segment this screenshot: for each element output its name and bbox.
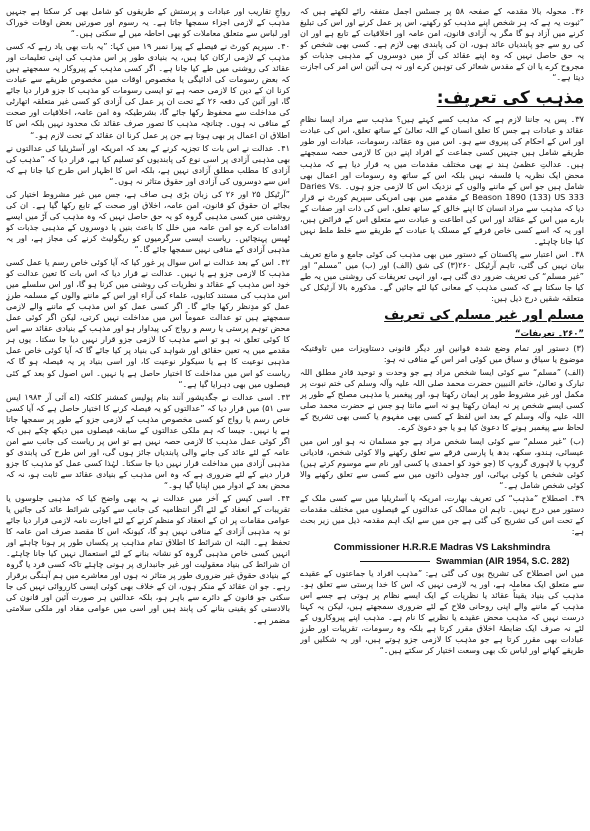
paragraph-43: ۴۳۔ اسی عدالت نے جگدیشور آنند بنام پولیس کمشنر کلکتہ (اے آئی آر ۱۹۸۴ ایس سی ۵۱) میں قرار دیا کہ ”عدالتوں کو یہ فیصلہ کرنے کا اختیار حاصل ہے کہ آیا کسی خاص رسم یا رواج کو کسی مخصوص مذہب کے لازمی جزو کے طور پر سمجھا جاتا ہے یا نہیں۔ جیسا کہ ہم ملکی عدالتوں کے سابقہ فیصلوں میں دیکھ چکے ہیں کہ اگر کوئی عمل مذہب کا لازمی حصہ نہیں ہے تو اس پر ریاست کی جانب سے امن عامہ کے لئے عائد کی جانے والی پابندیاں جائز ہوں گی، اور اس طرح کی پابندی کو مذہبی آزادی میں مداخلت قرار نہیں دیا جا سکتا۔ لہٰذا کسی عمل کو مذہب کا جزو قرار دینے کے لئے ضروری ہے کہ وہ اس مذہب کے بنیادی عقائد سے ثابت ہو، نہ کہ محض بعد کے ادوار میں اپنایا گیا ہو۔“ (6, 391, 290, 490)
case-citation-title: Commissioner H.R.R.E Madras VS Lakshmindra (333, 541, 551, 553)
paragraph-37: ۳۷۔ پس یہ جاننا لازم ہے کہ مذہب کسے کہتے ہیں؟ مذہب سے مراد ایسا نظامِ عقائد و عبادات ہے جس کا تعلق انسان کے اللہ تعالیٰ کے ساتھ تعلق، اس کی عبادت اور اس کے احکام کی پیروی سے ہو۔ اس میں وہ عقائد، رسومات، عبادات اور طور طریقے شامل ہیں جنہیں کسی جماعت کے افراد اپنے دین کا لازمی حصہ سمجھتے ہیں۔ عدالتِ عظمیٰ ہند نے بھی مختلف مقدمات میں یہ قرار دیا ہے کہ مذہب محض ایک نظریہ یا فلسفہ نہیں بلکہ اس کے ساتھ وہ رسومات اور اعمال بھی شامل ہیں جو اس کے ماننے والوں کے نزدیک اس کا لازمی جزو ہوں۔ Daries Vs. Beason 1890 (133) US 333 کے مقدمے میں بھی امریکی سپریم کورٹ نے قرار دیا کہ مذہب سے مراد انسان کا اپنے خالق کے ساتھ تعلق، اس کی ذات اور صفات کے بارے میں اس کے عقائد اور اس کی اطاعت و عبادت سے متعلق اس کے فرائض ہیں، اور یہ کہ اسے کسی خاص فرقے کے مسلک یا عبادت کے طریقے سے خلط ملط نہیں کیا جانا چاہئے۔ (300, 114, 584, 246)
heading-article-260: ”۲۶۰۔ تعریفات“ (514, 329, 584, 340)
citation-blank-line (360, 561, 430, 562)
two-column-layout (6, 6, 584, 827)
case-citation-sub (300, 555, 584, 567)
paragraph-clause-3: (۳) دستور اور تمام وضع شدہ قوانین اور دیگر قانونی دستاویزات میں تاوقتیکہ موضوع یا سیاق و سباق میں کوئی امر اس کے منافی نہ ہو: (300, 343, 584, 365)
paragraph-39: ۳۹۔ اصطلاح ”مذہب“ کی تعریف بھارت، امریکہ یا آسٹریلیا میں سے کسی ملک کے دستور میں درج نہیں۔ تاہم ان ممالک کی عدالتوں کے فیصلوں میں مختلف مقدمات کے تحت اس کی تشریح کی گئی ہے جن میں سے ایک اہم مقدمہ ذیل میں زیر بحث ہے: (300, 492, 584, 536)
paragraph-clause-b: (ب) ”غیر مسلم“ سے کوئی ایسا شخص مراد ہے جو مسلمان نہ ہو اور اس میں عیسائی، ہندو، سکھ، بدھ یا پارسی فرقے سے تعلق رکھنے والا کوئی شخص، قادیانی گروپ یا لاہوری گروپ کا (جو خود کو احمدی یا کسی اور نام سے موسوم کرتے ہیں) کوئی شخص یا کوئی بہائی، اور جدولی ذاتوں میں سے کسی سے تعلق رکھنے والا کوئی شخص شامل ہے۔“ (300, 435, 584, 490)
paragraph-36: ۳۶۔ محولہ بالا مقدمہ کے صفحہ ۵۸ پر جسٹس اجمل متفقہ رائے لکھتے ہیں کہ ”ثبوت یہ ہے کہ ہر شخص اپنے مذہب کو رکھنے، اس پر عمل کرنے اور اس کی تبلیغ کرنے میں آزاد ہو گا مگر یہ آزادی قانون، امن عامہ اور اخلاقیات کے تابع ہے اور ان کی رو سے جو پابندیاں عائد ہوں، ان کی پابندی بھی لازم ہے۔ کسی بھی شخص کو یہ حق حاصل نہیں کہ وہ اپنے عقائد کی آڑ میں دوسروں کے مذہبی جذبات کو مجروح کرے یا ان کے مقدس شعائر کی توہین کرے اور نہ ہی آئین اس امر کی اجازت دیتا ہے۔“ (300, 6, 584, 83)
heading-definition-of-religion: مذہب کی تعریف: (436, 88, 584, 109)
paragraph-41: ۴۱۔ عدالت نے اس بات کا تجزیہ کرنے کے بعد کہ امریکہ اور آسٹریلیا کی عدالتوں نے بھی مذہبی آزادی پر اسی نوع کی پابندیوں کو تسلیم کیا ہے، قرار دیا کہ ”مذہب کی آزادی کا مطلب مطلق آزادی نہیں ہے، بلکہ اس کا اظہار اس طرح کیا جانا ہے کہ اس سے دوسروں کی آزادی اور حقوق متاثر نہ ہوں۔“ (6, 142, 290, 186)
paragraph-42: ۴۲۔ اس کے بعد عدالت نے اس سوال پر غور کیا کہ آیا کوئی خاص رسم یا عمل کسی مذہب کا لازمی جزو ہے یا نہیں۔ عدالت نے قرار دیا کہ اس بات کا تعین عدالت کو خود اس مذہب کے عقائد و نظریات کی روشنی میں کرنا ہو گا، اور اس سلسلے میں اس مذہب کی مستند کتابوں، علماء کی آراء اور اس کے ماننے والوں کے مسلمہ طرزِ عمل کو مدِنظر رکھا جائے گا۔ اگر کسی عمل کو اس مذہب کے ماننے والے لازمی سمجھتے ہیں تو عدالت عموماً اس میں مداخلت نہیں کرتی، لیکن اگر کوئی عمل محض توہم پرستی یا رسم و رواج کی پیداوار ہو اور مذہب کے بنیادی عقائد سے اس کا کوئی تعلق نہ ہو تو اسے مذہب کا لازمی جزو قرار نہیں دیا جا سکتا۔ یوں ہر مقدمے میں یہ تعین حقائق اور شواہد کی بنیاد پر کیا جائے گا کہ آیا کوئی خاص عمل مذہبی نوعیت کا ہے یا سیکولر نوعیت کا، اور اسی بنیاد پر یہ فیصلہ ہو گا کہ ریاست کو اس میں مداخلت کا اختیار حاصل ہے یا نہیں۔ اس اصول کو بعد کے کئی فیصلوں میں بھی دہرایا گیا ہے۔“ (6, 257, 290, 389)
paragraph-38: ۳۸۔ اس اعتبار سے پاکستان کے دستور میں بھی مذہب کی کوئی جامع و مانع تعریف بیان نہیں کی گئی، تاہم آرٹیکل ۲۶۰(۳) کی شق (الف) اور (ب) میں ”مسلم“ اور ”غیر مسلم“ کی تعریف ضرور دی گئی ہے، اور انہی تعریفات کی روشنی میں یہ طے کیا جا سکتا ہے کہ کسی مذہب کے معانی کیا لئے جائیں گے۔ مذکورہ بالا آرٹیکل کی متعلقہ شقیں درج ذیل ہیں: (300, 248, 584, 304)
case-citation-sub-text: Swammian (AIR 1954, S.C. 282) (436, 555, 570, 566)
right-column (300, 6, 584, 827)
paragraph-44: ۴۴۔ اسی کیس کے آخر میں عدالت نے یہ بھی واضح کیا کہ مذہبی جلوسوں یا تقریبات کے انعقاد کے لئے اگر انتظامیہ کی جانب سے کوئی شرائط عائد کی جائیں یا عوامی مقامات پر ان کے انعقاد کو منظم کرنے کے لئے اجازت نامہ لازمی قرار دیا جائے تو یہ مذہبی آزادی کے منافی نہیں ہو گا، کیونکہ اس کا مقصد صرف امن عامہ کا تحفظ ہے۔ البتہ ان شرائط کا اطلاق تمام مذاہب پر یکساں طور پر ہونا چاہئے اور انہیں کسی خاص مذہبی گروہ کو نشانہ بنانے کے لئے استعمال نہیں کیا جانا چاہئے۔ ان شرائط کی بنیاد معقولیت اور غیر جانبداری پر ہونی چاہئے تاکہ کسی فرد یا گروہ کے بنیادی حقوق غیر ضروری طور پر متاثر نہ ہوں اور معاشرے میں ہم آہنگی برقرار رہے۔ جو ان عقائد کے منکر ہوں، ان کے خلاف بھی کوئی ایسی کارروائی نہیں کی جا سکتی جو قانون کے دائرے سے باہر ہو، بلکہ عدالتیں ہر صورت آئین اور قانون کی بالادستی کو یقینی بنانے کی پابند ہیں اور اسی میں عوامی مفاد اور ملکی سلامتی مضمر ہے۔ (6, 493, 290, 625)
paragraph-40: ۴۰۔ سپریم کورٹ نے فیصلے کے پیرا نمبر ۱۹ میں کہا: ”یہ بات بھی یاد رہے کہ کسی مذہب کے لازمی ارکان کیا ہیں، یہ بنیادی طور پر اس مذہب کی اپنی تعلیمات اور عقائد کی روشنی میں طے کیا جانا ہے۔ اگر کسی مذہب کے پیروکار یہ سمجھتے ہیں کہ بعض رسومات کی ادائیگی یا مخصوص اوقات میں مخصوص طریقے سے عبادت کرنا ان کے دین کا لازمی حصہ ہے تو ایسی رسومات کو مذہب کا جزو قرار دیا جائے گا، اور آئین کی دفعہ ۲۶ کے تحت ان پر عمل کی آزادی کو کسی غیر متعلقہ اتھارٹی کی مداخلت سے محفوظ رکھا جائے گا، بشرطیکہ وہ امن عامہ، اخلاقیات اور صحت کے منافی نہ ہوں۔ چنانچہ مذہب کا تصور صرف عقائد تک محدود نہیں بلکہ اس کا اطلاق ان اعمال پر بھی ہوتا ہے جن پر عمل کرنا ان عقائد کے تحت لازم ہو۔“ (6, 41, 290, 140)
paragraph-article-25-26: ”آرٹیکل ۲۵ اور ۲۶ کی زبان بڑی ہی صاف ہے، جس میں غیر مشروط اختیار کی بجائے ان حقوق کو قانون، امن عامہ، اخلاق اور صحت کے تابع رکھا گیا ہے۔ ان کی روشنی میں کسی مذہبی گروہ کو یہ حق حاصل نہیں کہ وہ مذہب کی آڑ میں ایسے اقدامات کرے جو امن عامہ میں خلل کا باعث بنیں یا دوسروں کے مذہبی جذبات کو ٹھیس پہنچائیں۔ ریاست ایسی سرگرمیوں کو ریگولیٹ کرنے کی مجاز ہے، اور یہ مذہبی آزادی کے منافی نہیں سمجھا جائے گا۔“ (6, 188, 290, 254)
paragraph-continuation: رواجِ تقاریب اور عبادات و پرستش کے طریقوں کو شامل بھی کر سکتا ہے جنہیں مذہب کے لازمی اجزاء سمجھا جاتا ہے۔ یہ رسوم اور صورتیں بعض اوقات خوراک اور لباس سے متعلق معاملات کو بھی احاطہ میں لے سکتی ہیں۔“ (6, 6, 290, 39)
paragraph-clause-a: (الف) ”مسلم“ سے کوئی ایسا شخص مراد ہے جو وحدت و توحید قادرِ مطلق اللہ تبارک و تعالیٰ، خاتم النبیین حضرت محمد صلی اللہ علیہ وآلہ وسلم کی ختم نبوت پر مکمل اور غیر مشروط طور پر ایمان رکھتا ہو، اور پیغمبر یا مذہبی مصلح کے طور پر کسی ایسے شخص پر نہ ایمان رکھتا ہو نہ اسے مانتا ہو جس نے حضرت محمد صلی اللہ علیہ وآلہ وسلم کے بعد اس لفظ کے کسی بھی مفہوم یا کسی بھی تشریح کے لحاظ سے پیغمبر ہونے کا دعویٰ کیا ہو یا جو دعویٰ کرے۔ (300, 367, 584, 433)
heading-muslim-non-muslim: مسلم اور غیر مسلم کی تعریف (384, 308, 584, 324)
left-column (6, 6, 290, 827)
paragraph-case-quote: میں اس اصطلاح کی تشریح یوں کی گئی ہے: ”مذہب افراد یا جماعتوں کے عقیدے سے متعلق ایک معاملہ ہے، اور یہ لازمی نہیں کہ اس کا خدا پرستی سے تعلق ہو۔ مذہب کی بنیاد یقیناً عقائد یا نظریات کے ایک ایسے نظام پر ہوتی ہے جسے اس مذہب کے ماننے والے اپنی روحانی فلاح کے لئے ضروری سمجھتے ہیں، لیکن یہ کہنا درست نہیں کہ مذہب محض عقیدے یا نظریے کا نام ہے۔ مذہب اپنے پیروکاروں کے لئے نہ صرف ایک ضابطۂ اخلاق مقرر کرتا ہے بلکہ وہ رسومات، تقریبات اور طرزِ عبادات بھی مقرر کرتا ہے جو مذہب کا لازمی جزو ہوتے ہیں، اور یہ شکلیں اور طریقے کھانے اور لباس تک بھی وسعت اختیار کر سکتے ہیں۔“ (300, 567, 584, 656)
